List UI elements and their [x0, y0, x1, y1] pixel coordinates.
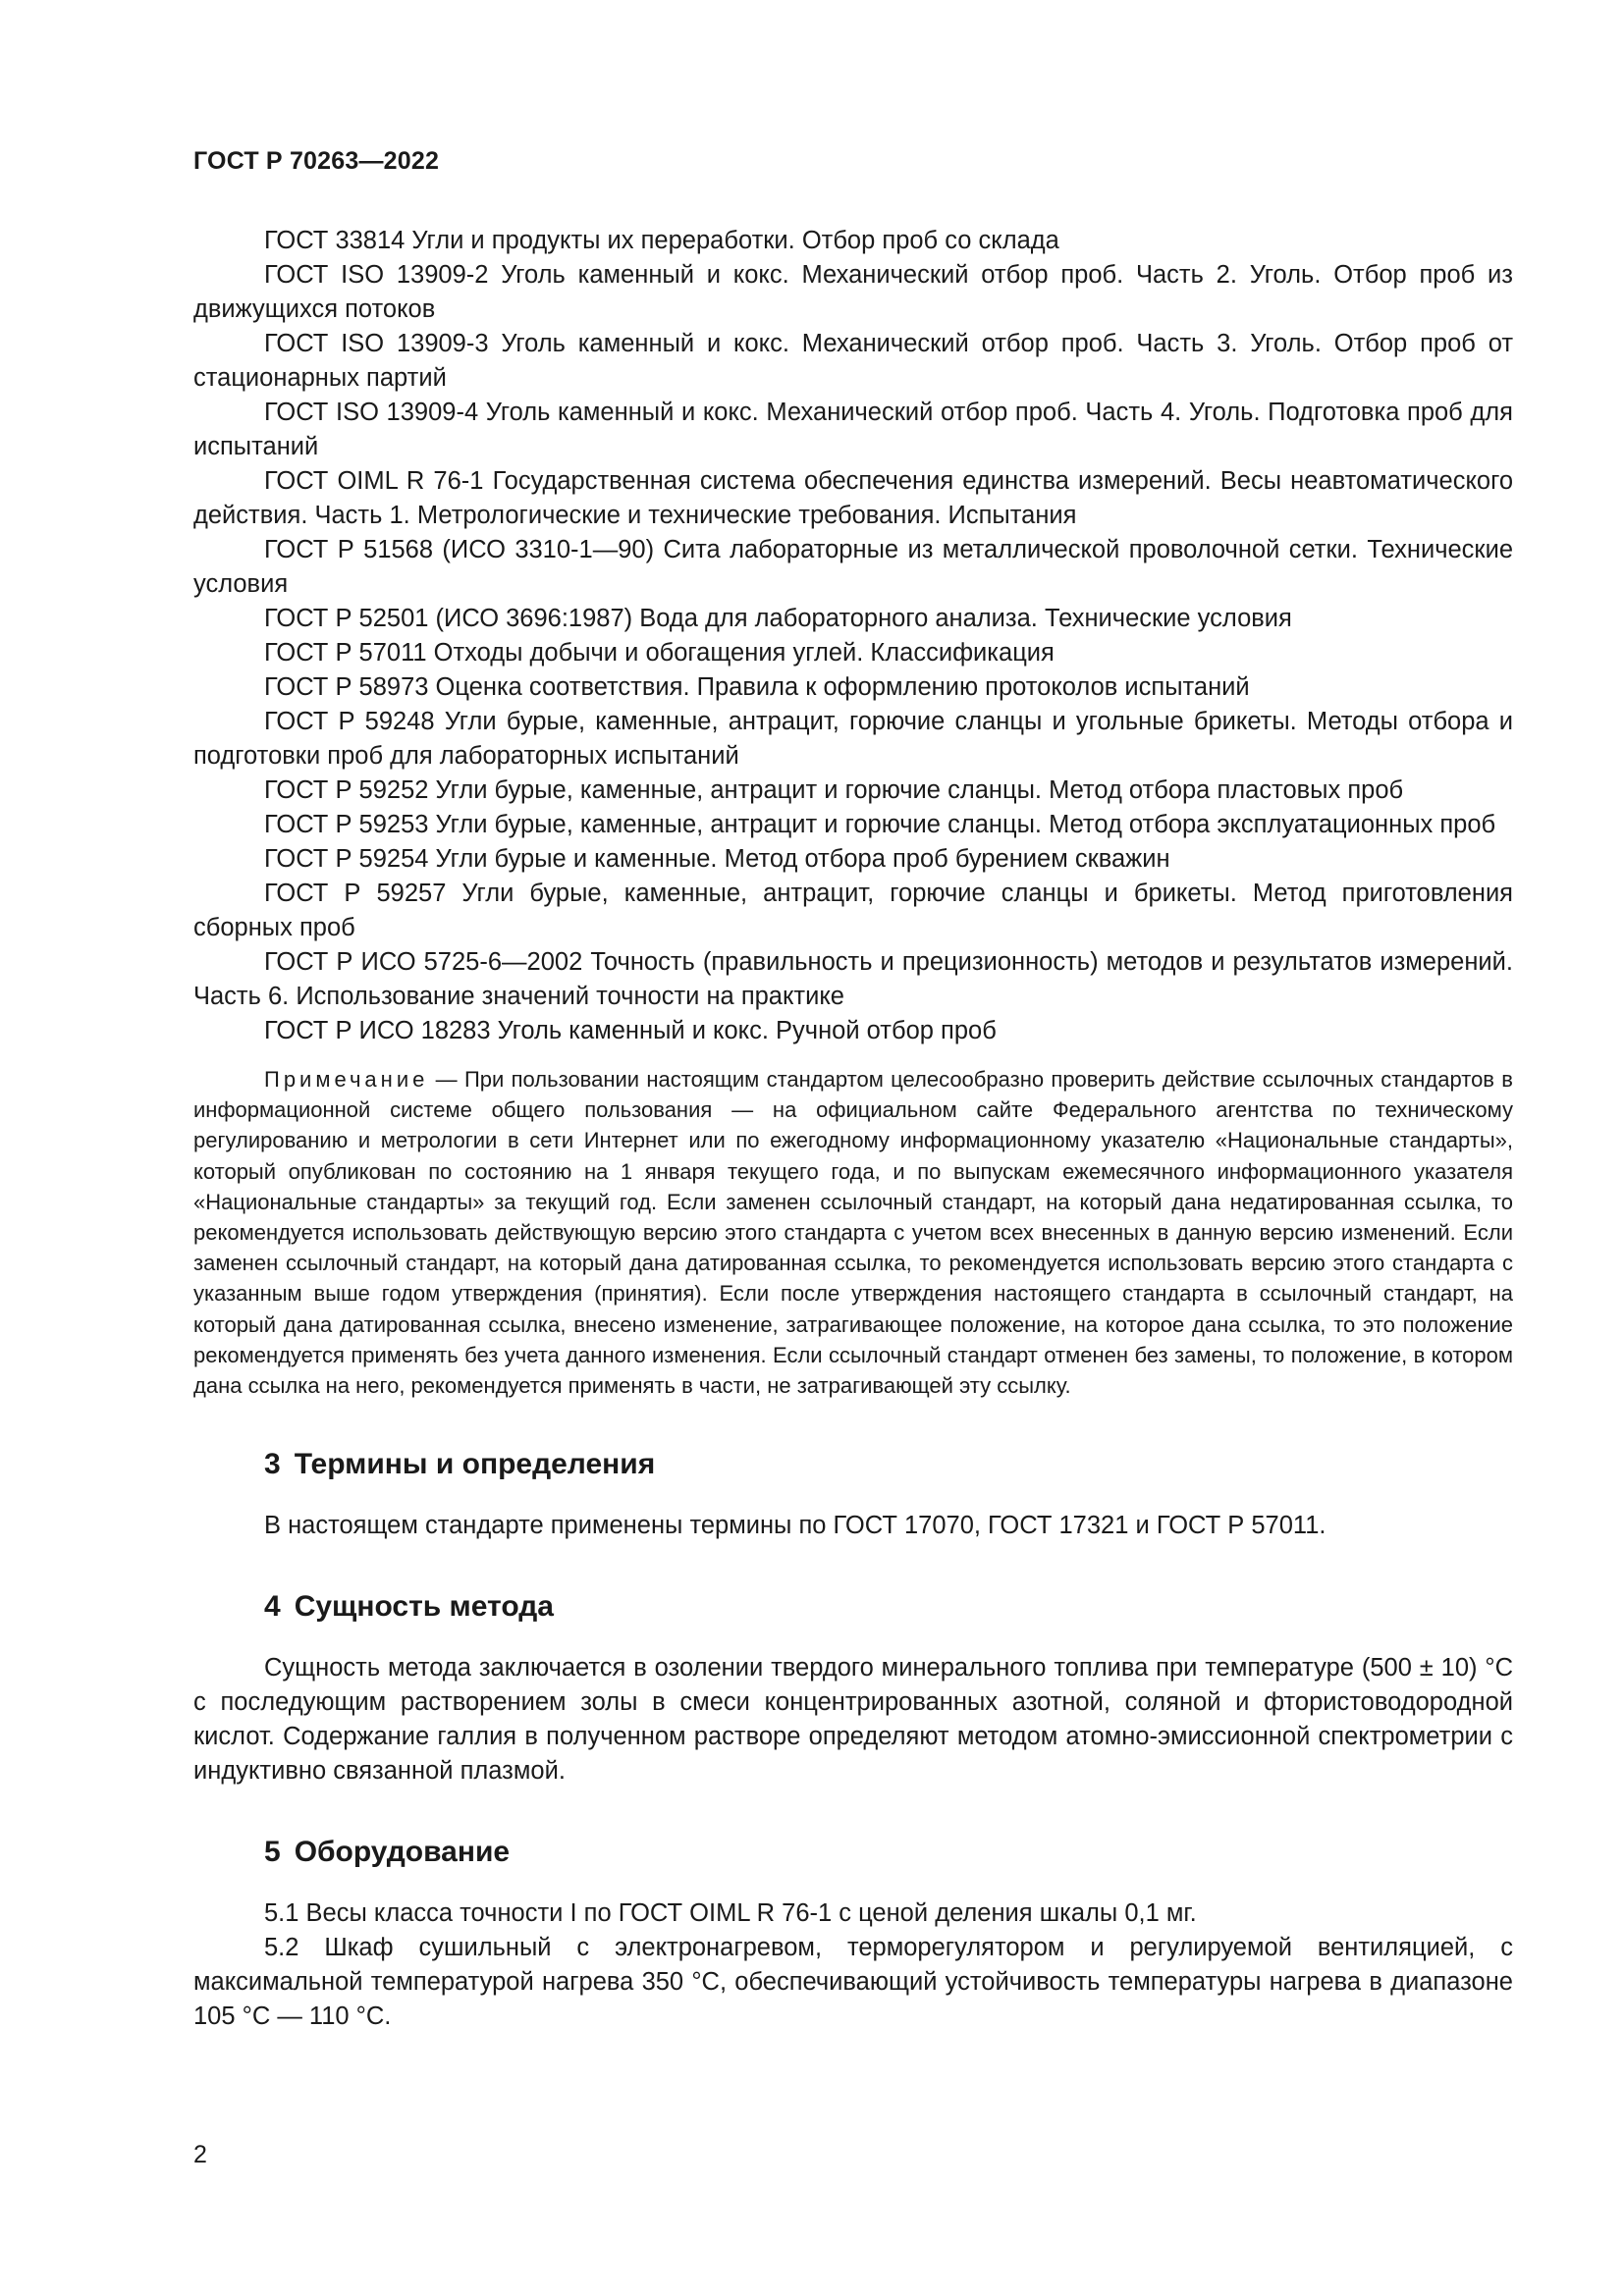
section-paragraph: Сущность метода заключается в озолении твердого минерального топлива при температуре (500 ± 10) °С с последующим растворением золы в смеси концентрированных азотной, соляной и фтористоводородной кислот. Содержание галлия в полученном растворе определяют методом атомно-эмиссионной спектрометрии с индуктивно связанной плазмой.	[193, 1654, 1513, 1786]
reference-entry: ГОСТ OIML R 76-1 Государственная система обеспечения единства измерений. Весы неавтоматического действия. Часть 1. Метрологические и технические требования. Испытания	[193, 467, 1513, 529]
section-number: 3	[264, 1448, 281, 1481]
document-header: ГОСТ Р 70263—2022	[193, 147, 440, 175]
section-title: Термины и определения	[294, 1448, 656, 1481]
page-number: 2	[193, 2141, 207, 2168]
section-4-heading	[264, 1590, 1513, 1624]
reference-entry: ГОСТ Р 59257 Угли бурые, каменные, антрацит, горючие сланцы и брикеты. Метод приготовления сборных проб	[193, 880, 1513, 941]
reference-entry: ГОСТ Р ИСО 18283 Уголь каменный и кокс. Ручной отбор проб	[264, 1017, 997, 1044]
reference-entry: ГОСТ 33814 Угли и продукты их переработки. Отбор проб со склада	[264, 227, 1059, 254]
section-number: 4	[264, 1590, 281, 1624]
reference-entry: ГОСТ ISO 13909-2 Уголь каменный и кокс. Механический отбор проб. Часть 2. Уголь. Отбор проб из движущихся потоков	[193, 261, 1513, 323]
note-text: — При пользовании настоящим стандартом целесообразно проверить действие ссылочных стандартов в информационной системе общего пользования — на официальном сайте Федерального агентства по техническому регулированию и метрологии в сети Интернет или по ежегодному информационному указателю «Национальные стандарты», который опубликован по состоянию на 1 января текущего года, и по выпускам ежемесячного информационного указателя «Национальные стандарты» за текущий год. Если заменен ссылочный стандарт, на который дана недатированная ссылка, то рекомендуется использовать действующую версию этого стандарта с учетом всех внесенных в данную версию изменений. Если заменен ссылочный стандарт, на который дана датированная ссылка, то рекомендуется использовать версию этого стандарта с указанным выше годом утверждения (принятия). Если после утверждения настоящего стандарта в ссылочный стандарт, на который дана датированная ссылка, внесено изменение, затрагивающее положение, на которое дана ссылка, то это положение рекомендуется применять без учета данного изменения. Если ссылочный стандарт отменен без замены, то положение, в котором дана ссылка на него, рекомендуется применять в части, не затрагивающей эту ссылку.	[193, 1067, 1513, 1399]
section-5-body	[193, 1896, 1513, 2034]
reference-entry: ГОСТ Р 59254 Угли бурые и каменные. Метод отбора проб бурением скважин	[264, 845, 1170, 873]
section-3-body	[193, 1509, 1513, 1543]
reference-entry: ГОСТ Р 59253 Угли бурые, каменные, антрацит и горючие сланцы. Метод отбора эксплуатационных проб	[264, 811, 1496, 838]
section-paragraph: 5.2 Шкаф сушильный с электронагревом, терморегулятором и регулируемой вентиляцией, с максимальной температурой нагрева 350 °С, обеспечивающий устойчивость температуры нагрева в диапазоне 105 °С — 110 °С.	[193, 1934, 1513, 2031]
reference-entry: ГОСТ Р 51568 (ИСО 3310-1—90) Сита лабораторные из металлической проволочной сетки. Технические условия	[193, 536, 1513, 598]
reference-entry: ГОСТ Р 59248 Угли бурые, каменные, антрацит, горючие сланцы и угольные брикеты. Методы отбора и подготовки проб для лабораторных испытаний	[193, 708, 1513, 770]
note-label: Примечание	[264, 1067, 429, 1092]
section-paragraph: 5.1 Весы класса точности I по ГОСТ OIML R 76-1 с ценой деления шкалы 0,1 мг.	[264, 1899, 1197, 1928]
section-title: Оборудование	[294, 1836, 511, 1869]
section-5-heading	[264, 1836, 1513, 1869]
section-3-heading	[264, 1448, 1513, 1481]
reference-entry: ГОСТ Р 59252 Угли бурые, каменные, антрацит и горючие сланцы. Метод отбора пластовых проб	[264, 776, 1404, 804]
section-title: Сущность метода	[294, 1590, 554, 1624]
reference-entry: ГОСТ ISO 13909-4 Уголь каменный и кокс. Механический отбор проб. Часть 4. Уголь. Подготовка проб для испытаний	[193, 399, 1513, 460]
note-paragraph	[193, 1064, 1513, 1401]
document-body	[193, 224, 1513, 2034]
reference-entry: ГОСТ Р 52501 (ИСО 3696:1987) Вода для лабораторного анализа. Технические условия	[264, 605, 1292, 632]
section-number: 5	[264, 1836, 281, 1869]
section-paragraph: В настоящем стандарте применены термины по ГОСТ 17070, ГОСТ 17321 и ГОСТ Р 57011.	[264, 1512, 1326, 1540]
normative-references-list	[193, 224, 1513, 1048]
reference-entry: ГОСТ Р 58973 Оценка соответствия. Правила к оформлению протоколов испытаний	[264, 673, 1250, 701]
reference-entry: ГОСТ Р 57011 Отходы добычи и обогащения углей. Классификация	[264, 639, 1055, 667]
section-4-body	[193, 1651, 1513, 1789]
reference-entry: ГОСТ Р ИСО 5725-6—2002 Точность (правильность и прецизионность) методов и результатов измерений. Часть 6. Использование значений точности на практике	[193, 948, 1513, 1010]
reference-entry: ГОСТ ISO 13909-3 Уголь каменный и кокс. Механический отбор проб. Часть 3. Уголь. Отбор проб от стационарных партий	[193, 330, 1513, 392]
